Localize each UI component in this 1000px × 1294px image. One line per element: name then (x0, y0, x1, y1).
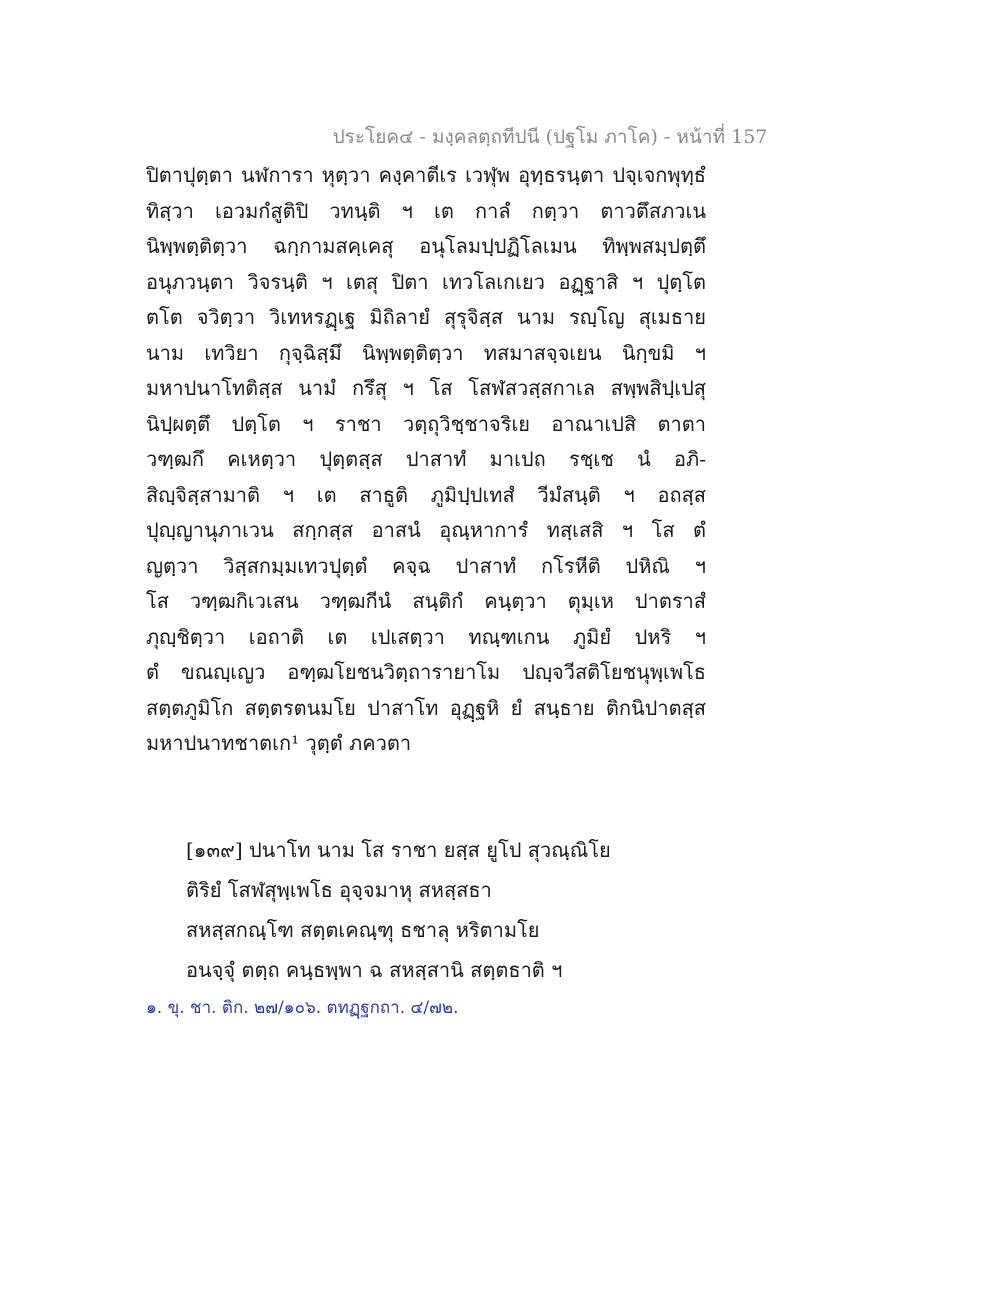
verse-line: อนจฺจุํ ตตฺถ คนฺธพฺพา ฉ สหสฺสานิ สตฺตธาติ ฯ (186, 958, 563, 982)
text-line: มหาปนาทชาตเก¹ วุตฺตํ ภควตา (146, 731, 412, 755)
text-line: ตํ ขณญฺเญว อฑฺฒโยชนวิตฺถารายาโม ปญฺจวีสติโยชนุพฺเพโธ (146, 660, 706, 684)
text-line: มหาปนาโทติสฺส นามํ กรึสุ ฯ โส โสฬสวสฺสกาเล สพฺพสิปฺเปสุ (146, 376, 706, 400)
text-line: ปุญฺญานุภาเวน สกฺกสฺส อาสนํ อุณฺหาการํ ทสฺเสสิ ฯ โส ตํ (146, 518, 706, 542)
verse-line: [๑๓๙] ปนาโท นาม โส ราชา ยสฺส ยูโป สุวณฺณิโย (186, 838, 611, 862)
text-line: ปิตาปุตฺตา นฬการา หุตฺวา คงฺคาตีเร เวฬุพ อุทฺธรนฺตา ปจฺเจกพุทฺธํ (146, 163, 706, 187)
page-header: ประโยค๔ - มงฺคลตฺถทีปนี (ปฐโม ภาโค) - หน้าที่ 157 (332, 126, 768, 148)
verse-block (186, 830, 706, 990)
text-line: วฑฺฒกึ คเหตฺวา ปุตฺตสฺส ปาสาทํ มาเปถ รชฺเช นํ อภิ- (146, 447, 706, 471)
footnote: ๑. ขุ. ชา. ติก. ๒๗/๑๐๖. ตทฏฺฐกถา. ๔/๗๒. (146, 998, 459, 1018)
verse-line: ติริยํ โสฬสุพฺเพโธ อุจฺจมาหุ สหสฺสธา (186, 878, 492, 902)
text-line: โส วฑฺฒกิเวเสน วฑฺฒกีนํ สนฺติกํ คนฺตฺวา ตุมฺเห ปาตราสํ (146, 589, 706, 613)
text-line: ทิสฺวา เอวมกํสูติปิ วทนฺติ ฯ เต กาลํ กตฺวา ตาวตึสภวเน (146, 198, 706, 223)
text-line: ญตฺวา วิสฺสกมฺมเทวปุตฺตํ คจฺฉ ปาสาทํ กโรหีติ ปหิณิ ฯ (146, 553, 706, 578)
verse-line: สหสฺสกณฺโฑ สตฺตเคณฺฑุ ธชาลุ หริตามโย (186, 918, 540, 942)
text-line: นาม เทวิยา กุจฺฉิสฺมึ นิพฺพตฺติตฺวา ทสมาสจฺจเยน นิกฺขมิ ฯ (146, 340, 706, 365)
text-line: สิญฺจิสฺสามาติ ฯ เต สาธูติ ภูมิปฺปเทสํ วีมํสนฺติ ฯ อถสฺส (146, 482, 706, 507)
text-line: ตโต จวิตฺวา วิเทหรฏฺเฐ มิถิลายํ สุรุจิสฺส นาม รญฺโญ สุเมธาย (146, 305, 706, 329)
text-line: ภุญฺชิตฺวา เอถาติ เต เปเสตฺวา ทณฺฑเกน ภูมิยํ ปหริ ฯ (146, 624, 706, 649)
text-line: สตฺตภูมิโก สตฺตรตนมโย ปาสาโท อุฏฺฐหิ ยํ สนฺธาย ติกนิปาตสฺส (146, 695, 706, 720)
body-paragraph (146, 158, 706, 762)
text-line: อนุภวนฺตา วิจรนฺติ ฯ เตสุ ปิตา เทวโลเกเยว อฏฺฐาสิ ฯ ปุตฺโต (146, 269, 706, 294)
text-line: นิปฺผตฺตึ ปตฺโต ฯ ราชา วตฺถุวิชฺชาจริเย อาณาเปสิ ตาตา (146, 411, 706, 436)
text-line: นิพฺพตฺติตฺวา ฉกฺกามสคฺเคสุ อนุโลมปฺปฏิโลเมน ทิพฺพสมฺปตฺตึ (146, 234, 706, 258)
